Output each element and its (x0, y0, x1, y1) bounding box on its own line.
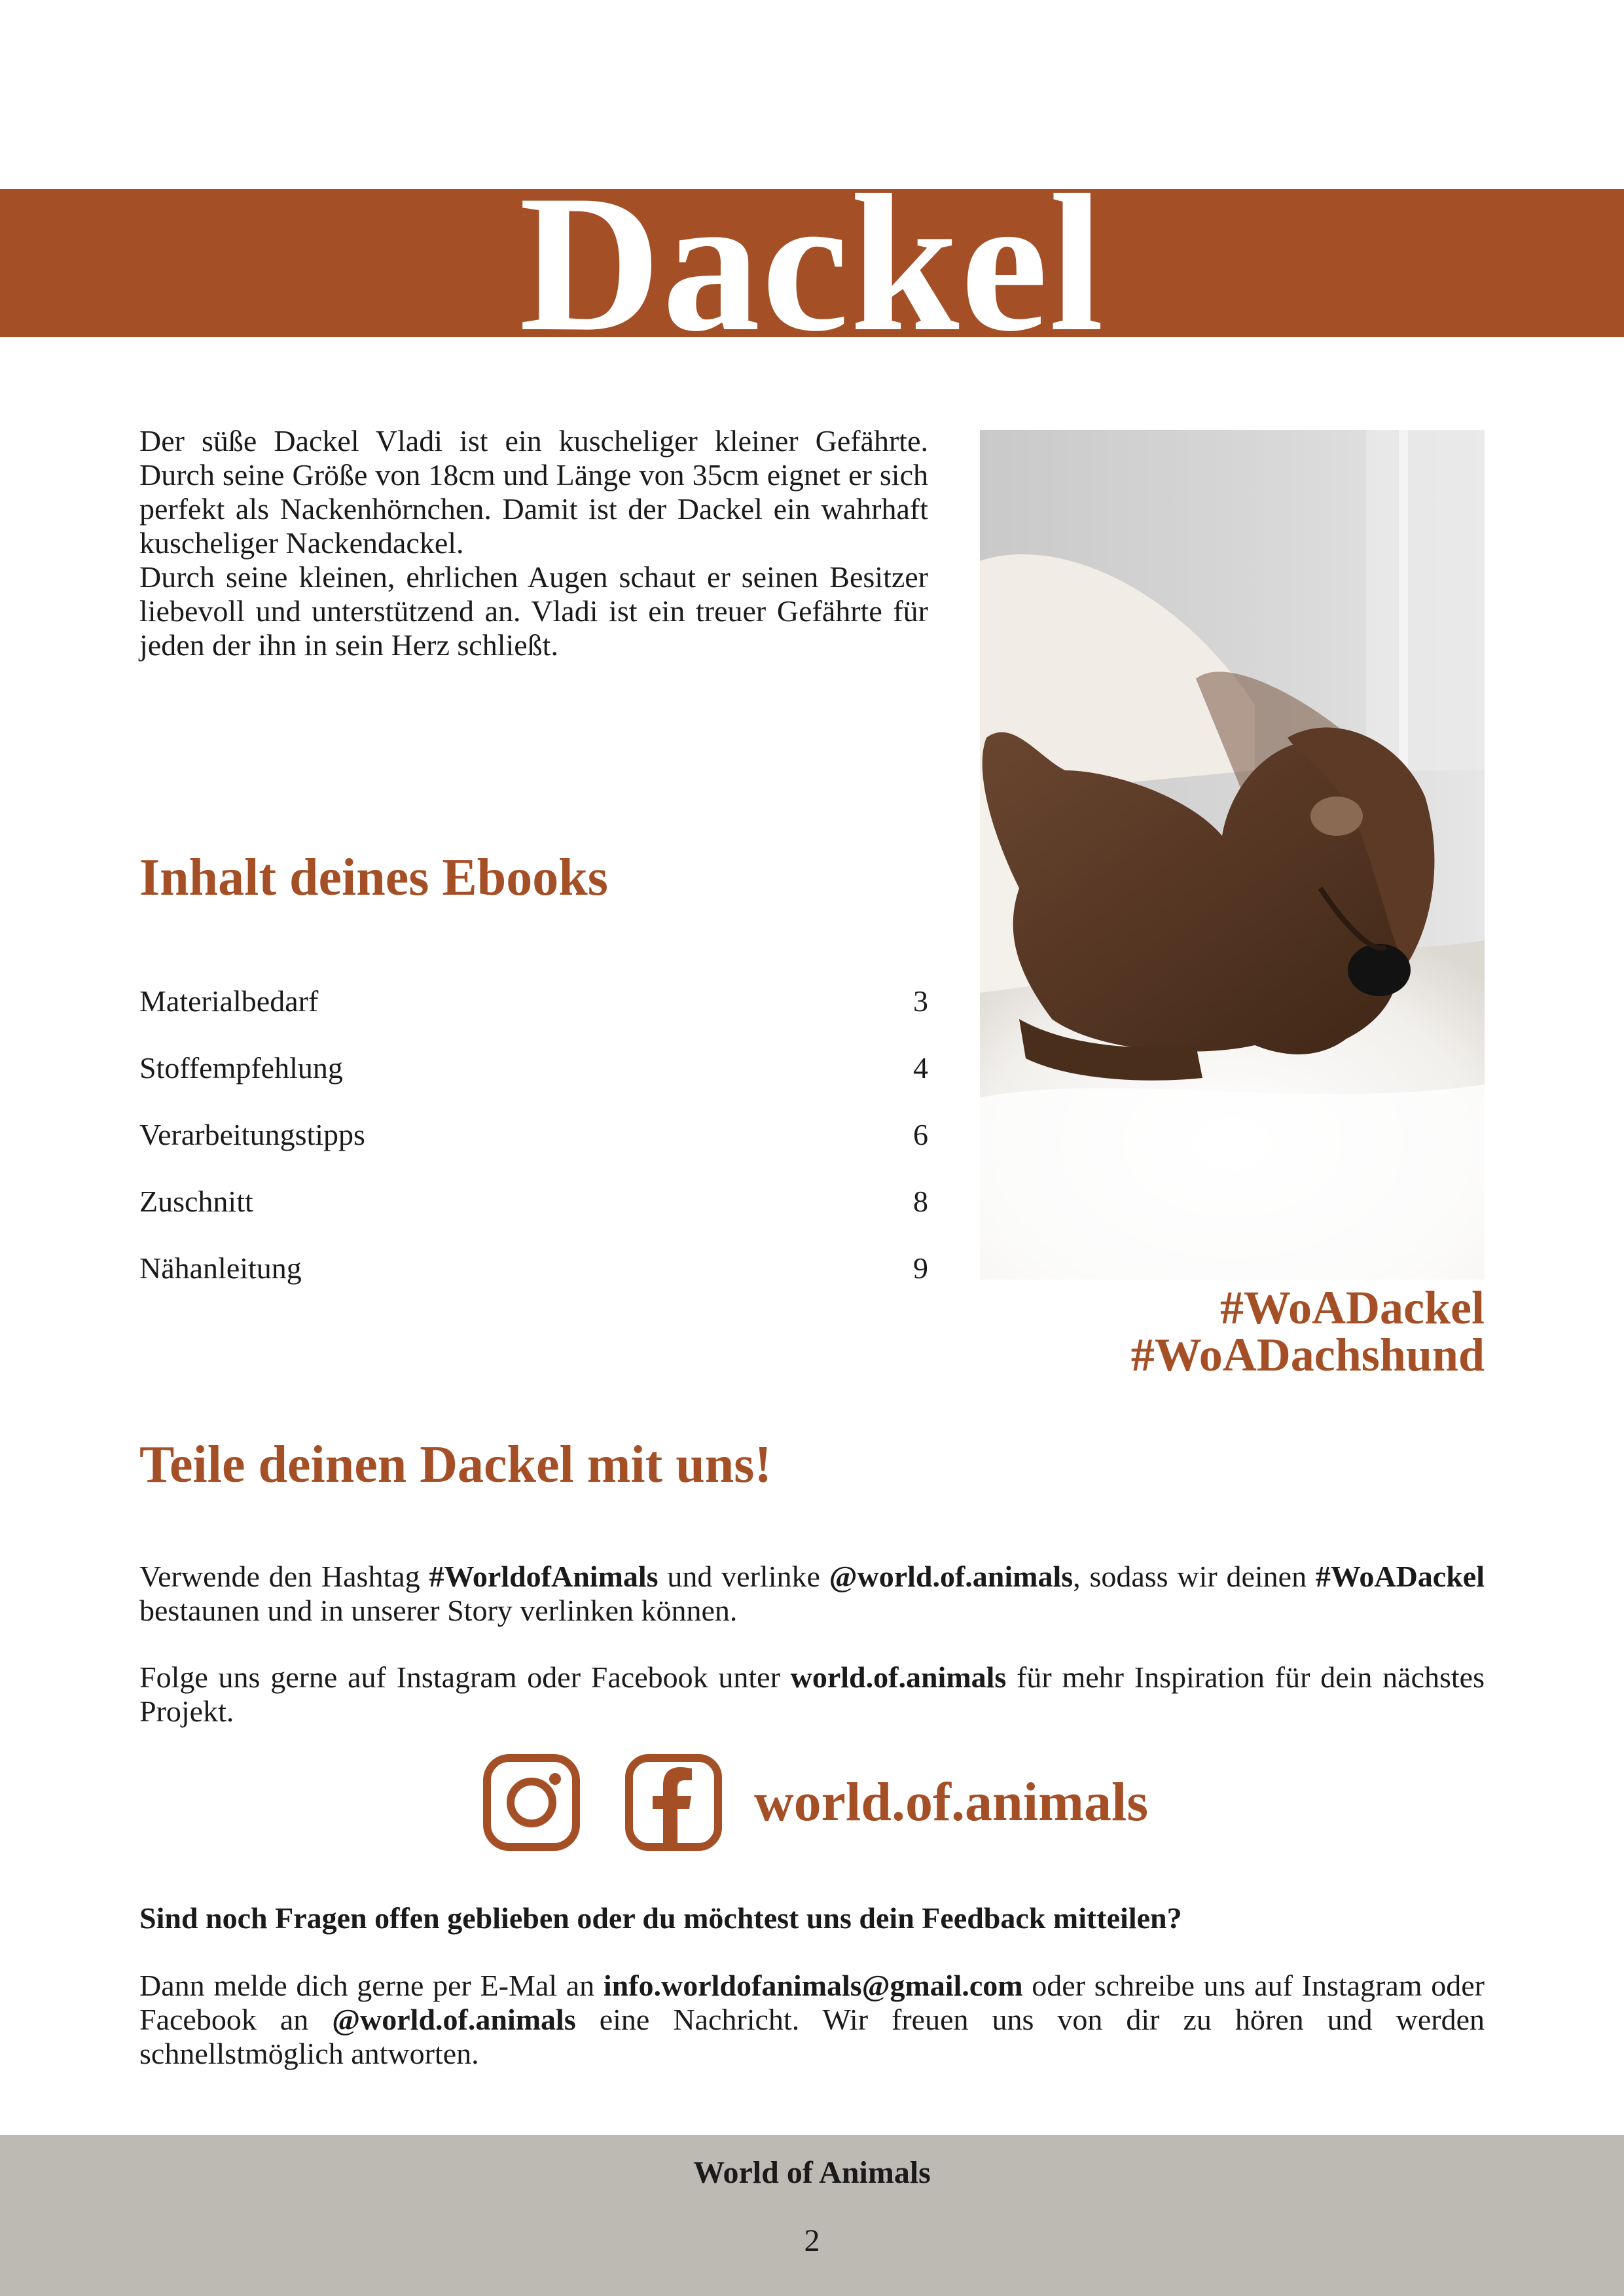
share-heading: Teile deinen Dackel mit uns! (139, 1436, 772, 1494)
page-number: 2 (804, 2223, 820, 2258)
toc-heading: Inhalt deines Ebooks (139, 849, 608, 906)
toc-item[interactable] (139, 1115, 928, 1182)
footer-brand: World of Animals (693, 2155, 931, 2190)
social-links (0, 1754, 1624, 1851)
text-run: , sodass wir deinen (1073, 1560, 1316, 1593)
text-run: bestaunen und in unserer Story verlinken können. (139, 1594, 738, 1627)
toc-item-page: 4 (913, 1051, 928, 1085)
toc-item-page: 6 (913, 1118, 928, 1151)
toc-item-page: 9 (913, 1251, 928, 1285)
text-run: eine Nachricht. Wir freuen uns von dir zu hören und werden schnellstmöglich antworten. (139, 2003, 1485, 2070)
table-of-contents (139, 982, 928, 1316)
toc-item-label: Nähanleitung (139, 1251, 302, 1285)
contact-email[interactable]: info.worldofanimals@gmail.com (603, 1969, 1023, 2002)
toc-item[interactable] (139, 982, 928, 1049)
instagram-icon[interactable] (483, 1754, 580, 1851)
hashtag-woadachshund: #WoADachshund (1130, 1329, 1485, 1381)
contact-question-text: Sind noch Fragen offen geblieben oder du möchtest uns dein Feedback mitteilen? (139, 1901, 1182, 1935)
social-handle[interactable]: world.of.animals (754, 1772, 1149, 1833)
toc-item[interactable] (139, 1049, 928, 1115)
toc-item-page: 8 (913, 1185, 928, 1218)
contact-paragraph (139, 1969, 1485, 2071)
account-mention: @world.of.animals (332, 2003, 576, 2036)
toc-item-label: Zuschnitt (139, 1185, 253, 1218)
dachshund-plush-photo (980, 430, 1485, 1280)
intro-paragraph: Durch seine kleinen, ehrlichen Augen schaut er seinen Besitzer liebevoll und unterstützend an. Vladi ist ein treuer Gefährte für jeden der ihn in sein Herz schließt. (139, 560, 928, 662)
hashtag-worldofanimals: #WorldofAnimals (429, 1560, 659, 1593)
intro-paragraph: Der süße Dackel Vladi ist ein kuscheliger kleiner Gefährte. Durch seine Größe von 18cm und Länge von 35cm eignet er sich perfekt als Nackenhörnchen. Damit ist der Dackel ein wahrhaft kuscheliger Nackendackel. (139, 424, 928, 560)
hashtag-woadackel: #WoADackel (1220, 1282, 1485, 1334)
toc-item-label: Materialbedarf (139, 984, 319, 1018)
toc-item[interactable] (139, 1182, 928, 1249)
text-run: oder schreibe uns auf Instagram oder Facebook an (139, 1969, 1485, 2036)
share-paragraph-follow (139, 1660, 1485, 1729)
share-paragraph-hashtag (139, 1560, 1485, 1628)
text-run: und verlinke (658, 1560, 829, 1593)
text-run: Dann melde dich gerne per E-Mal an (139, 1969, 604, 2002)
toc-item-label: Stoffempfehlung (139, 1051, 343, 1085)
text-run: Verwende den Hashtag (139, 1560, 429, 1593)
text-run: für mehr Inspiration für dein nächstes Projekt. (139, 1660, 1485, 1728)
account-mention: @world.of.animals (829, 1560, 1074, 1593)
hashtag-list (916, 1282, 1485, 1381)
page-title: Dackel (518, 154, 1106, 372)
account-name: world.of.animals (790, 1660, 1007, 1694)
contact-question (139, 1901, 1485, 1935)
toc-item-label: Verarbeitungstipps (139, 1118, 365, 1151)
toc-item-page: 3 (913, 984, 928, 1018)
toc-item[interactable] (139, 1249, 928, 1316)
hashtag-woadackel-inline: #WoADackel (1315, 1560, 1485, 1593)
text-run: Folge uns gerne auf Instagram oder Facebook unter (139, 1660, 791, 1694)
intro-text (139, 424, 928, 662)
facebook-icon[interactable] (625, 1754, 722, 1851)
